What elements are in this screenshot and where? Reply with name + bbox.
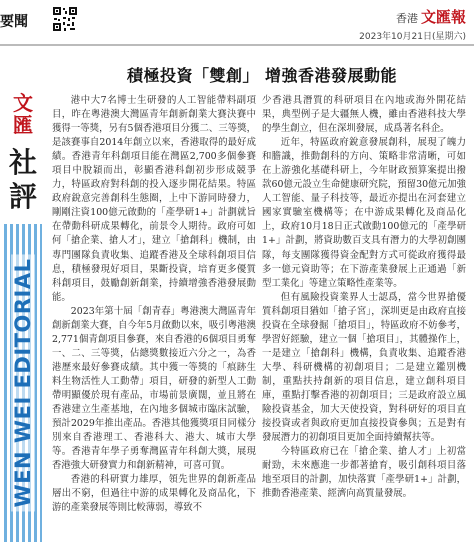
paragraph: 少香港具潛質的科研項目在內地或海外開花結果，典型例子是大疆無人機，雖由香港科技大學的學生創立，但在深圳發展，成爲著名科企。 — [262, 95, 466, 135]
paragraph: 但有風險投資業界人士認爲，當今世界搶優質科創項目猶如「搶子宮」，深圳更是由政府直接投資在全球發掘「搶項目」，特區政府不妨參考，學習好經驗，建立一個「搶項目」，其體操作上，一是建立「搶創科」機構，負責收集、追蹤香港大學、科研機構的初創項目；二是建立鑑別機制，重點扶持創新的項目信息，建立創科項目庫，重點打擊香港的初創項目；三是政府設立風險投資基金，加大天使投資，對科研好的項目直接投資或者與政府更加直接投資參與；五是對有發展潛力的初創項目更加全面持續幫扶等。 — [262, 291, 466, 444]
article-column-right — [262, 94, 466, 540]
issue-date: 2023年10月21日(星期六) — [359, 32, 466, 42]
section-label: 要聞 — [0, 14, 28, 30]
paragraph: 今特區政府已在「搶企業、搶人才」上初當耐勁，未來應進一步都著搶育，吸引創科項目落地至項目的計劃，加快落實「產學研1+」計劃，推動香港產業、經濟向高質量發展。 — [262, 446, 466, 500]
editorial-column-banner — [0, 88, 46, 543]
header-divider — [0, 44, 474, 46]
column-title: 社評 — [8, 146, 37, 213]
paragraph: 香港的科研實力雄厚，領先世界的創新產品層出不窮，但過往中游的成果轉化及商品化，下游的產業發展等則比較薄弱，導致不 — [52, 474, 256, 514]
article-column-left — [52, 94, 256, 540]
column-logo: 文匯 — [13, 91, 33, 137]
column-title-en-wrap — [4, 224, 42, 542]
paragraph: 近年，特區政府銳意發展創科，展現了魄力和膽識，推動創科的方向、策略非常清晰，可如在上游強化基礎科研上，今年財政預算案提出撥款60億元設立生命健康研究院，預留30億元加強人工智能、量子科技等，最近亦提出在河套建立國家實驗室機構等；在中游成果轉化及商品化上，政府10月18日正式啟動100億元的「產學研1+」計劃，將資助數百支具有潛力的大學初創團隊，每支團隊獲得資金配對方式可從政府獲得最多一億元資助等；在下游產業發展上正通過「新型工業化」等建立策略性產業等。 — [262, 137, 466, 289]
page-header — [0, 0, 474, 44]
brand-logo: 文匯報 — [420, 8, 466, 26]
masthead — [359, 6, 466, 42]
brand-region: 香港 — [395, 12, 418, 25]
article-headline: 積極投資「雙創」 增強香港發展動能 — [126, 66, 398, 85]
paragraph: 港中大7名博士生研發的人工智能帶料副項目，昨在粵港澳大灣區青年創新創業大賽決賽中獲得一等獎，另有5個香港項目分獲二、三等獎，是該賽事自2014年創立以來，香港取得的最好成績。香港青年科創項目能在灣區2,700多個參賽項目中脫穎而出，彰顯香港科創初步形成競爭力，特區政府對科創的投入逐步開花結果。特區政府銳意完善創科生態圈，上中下游同時發力，剛剛注資100億元啟動的「產學研1+」計劃就旨在帶動科研成果轉化，前景令人期待。政府可如何「搶企業、搶人才」，建立「搶創科」機制，由專門團隊負責收集、追蹤香港及全球科創項目信息，積極發現好項目，果斷投資，培育更多優質科創項目，鼓勵創新創業，持續增強香港發展動能。 — [52, 95, 256, 303]
qr-code-icon[interactable] — [52, 6, 78, 32]
paragraph: 2023年第十屆「創青春」粵港澳大灣區青年創新創業大賽，自今年5月啟動以來，吸引粵港澳2,771個青創項目參賽，來自香港的6個項目勇奪一、二、三等獎，佔總獎數接近六分之一，為香港歷來最好參賽成績。其中獲一等獎的「痕跡生料生物活性人工動帶」項目，研發的新型人工動帶明顯優於現有產品，市場前景廣闊，並且將在香港建立生產基地，在內地多個城市臨床試驗，預計2029年推出產品。香港其他獲獎項目同樣分別來自香港理工、香港科大、港大、城市大學等。香港青年學子勇奪灣區青年科創大獎，展現香港強大研發實力和創新精神，可喜可賀。 — [52, 305, 256, 472]
column-title-en: WEN WEI EDITORIAL — [11, 255, 35, 512]
